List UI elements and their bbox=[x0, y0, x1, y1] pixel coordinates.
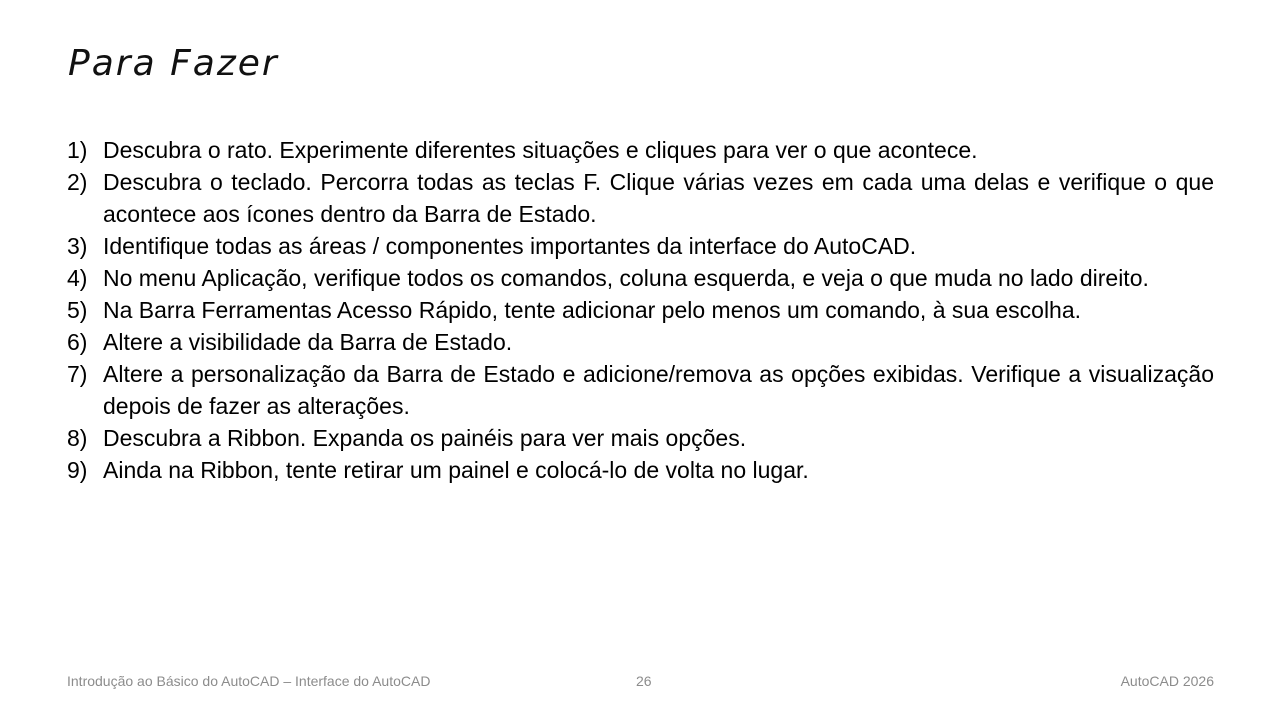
list-item-text: Na Barra Ferramentas Acesso Rápido, tente adicionar pelo menos um comando, à sua escolha. bbox=[103, 297, 1082, 323]
list-item-number: 9) bbox=[67, 457, 88, 483]
list-item-number: 7) bbox=[67, 361, 88, 387]
list-item-text: Descubra a Ribbon. Expanda os painéis para ver mais opções. bbox=[103, 425, 747, 451]
list-item-number: 1) bbox=[67, 137, 88, 163]
list-item-text: No menu Aplicação, verifique todos os comandos, coluna esquerda, e veja o que muda no lado direito. bbox=[103, 265, 1149, 291]
list-item bbox=[67, 422, 1214, 454]
list-item bbox=[67, 262, 1214, 294]
list-item bbox=[67, 230, 1214, 262]
list-item-number: 4) bbox=[67, 265, 88, 291]
list-item-number: 5) bbox=[67, 297, 88, 323]
list-item bbox=[67, 166, 1214, 230]
list-item-text: Descubra o teclado. Percorra todas as teclas F. Clique várias vezes em cada uma delas e verifique o que acontece aos ícones dentro da Barra de Estado. bbox=[103, 169, 1214, 227]
footer-course-title: Introdução ao Básico do AutoCAD – Interface do AutoCAD bbox=[67, 673, 431, 689]
list-item-number: 8) bbox=[67, 425, 88, 451]
slide-title: Para Fazer bbox=[68, 43, 279, 84]
list-item bbox=[67, 326, 1214, 358]
list-item-number: 6) bbox=[67, 329, 88, 355]
list-item bbox=[67, 454, 1214, 486]
list-item-text: Altere a visibilidade da Barra de Estado. bbox=[103, 329, 513, 355]
list-item bbox=[67, 358, 1214, 422]
list-item-number: 2) bbox=[67, 169, 88, 195]
list-item bbox=[67, 134, 1214, 166]
list-item bbox=[67, 294, 1214, 326]
list-item-number: 3) bbox=[67, 233, 88, 259]
footer-page-number: 26 bbox=[636, 673, 652, 689]
list-item-text: Ainda na Ribbon, tente retirar um painel e colocá-lo de volta no lugar. bbox=[103, 457, 809, 483]
list-item-text: Descubra o rato. Experimente diferentes situações e cliques para ver o que acontece. bbox=[103, 137, 978, 163]
list-item-text: Altere a personalização da Barra de Estado e adicione/remova as opções exibidas. Verifique a visualização depois de fazer as alterações. bbox=[103, 361, 1214, 419]
list-item-text: Identifique todas as áreas / componentes importantes da interface do AutoCAD. bbox=[103, 233, 917, 259]
task-list bbox=[67, 134, 1214, 486]
footer-product-name: AutoCAD 2026 bbox=[1120, 673, 1214, 689]
